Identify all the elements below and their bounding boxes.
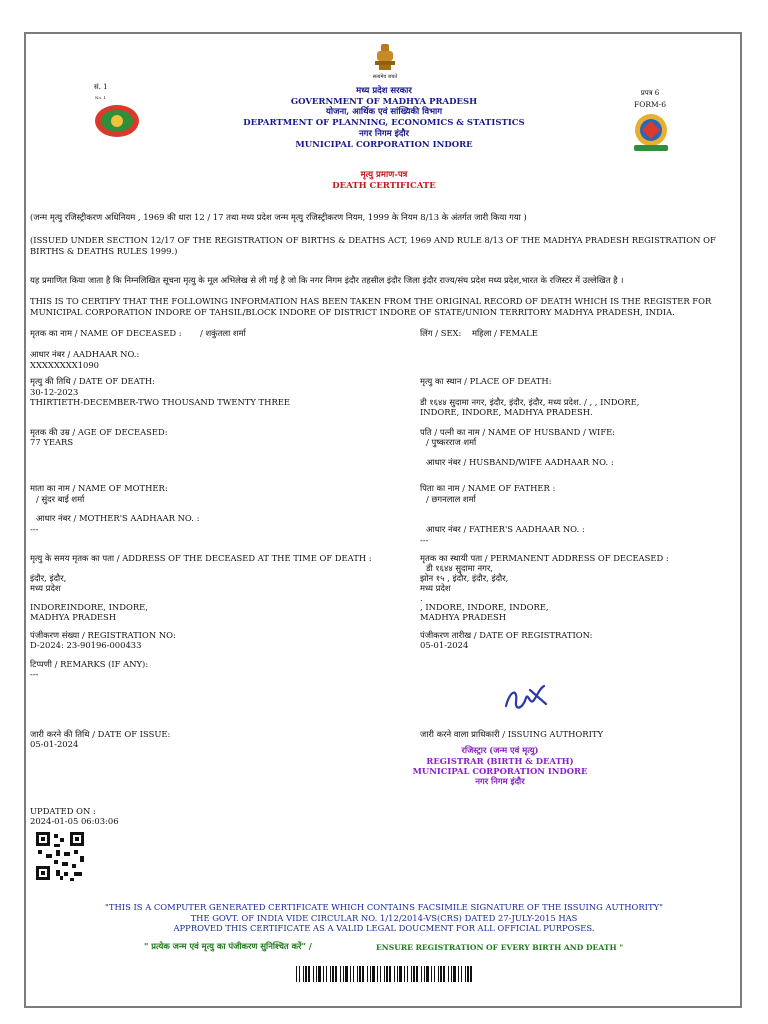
remarks-label: टिप्पणी / REMARKS (IF ANY): [30, 659, 149, 669]
address-at-death-label: मृत्यु के समय मृतक का पता / ADDRESS OF THE DECEASED AT THE TIME OF DEATH : [30, 553, 372, 563]
address-at-death-en-line2: MADHYA PRADESH [30, 612, 117, 622]
issuing-authority-label: जारी करने वाला प्राधिकारी / ISSUING AUTHORITY [420, 729, 604, 739]
issued-under-en: (ISSUED UNDER SECTION 12/17 OF THE REGISTRATION OF BIRTHS & DEATHS ACT, 1969 AND RULE 8/13 OF THE MADHYA PRADESH REGISTRATION OF BIRTHS & DEATHS RULES 1999.) [30, 235, 716, 256]
deceased-name-label: मृतक का नाम / NAME OF DECEASED : [30, 328, 182, 338]
address-at-death-en-line1: INDOREINDORE, INDORE, [30, 602, 148, 612]
barcode-icon [296, 966, 474, 982]
deceased-name-value: / शकुंतला शर्मा [200, 328, 246, 338]
dept-name-hi: योजना, आर्थिक एवं सांख्यिकी विभाग [325, 107, 443, 117]
date-of-death-words: THIRTIETH-DECEMBER-TWO THOUSAND TWENTY THREE [30, 397, 290, 407]
registration-date-value: 05-01-2024 [420, 640, 469, 650]
place-of-death-value-en: INDORE, INDORE, MADHYA PRADESH. [420, 407, 593, 417]
permanent-address-dot: . [420, 593, 423, 603]
mother-aadhaar-label: आधार नंबर / MOTHER'S AADHAAR NO. : [36, 513, 200, 523]
address-at-death-hi-line1: इंदौर, इंदौर, [30, 573, 67, 583]
certify-statement-hi: यह प्रमाणित किया जाता है कि निम्नलिखित सूचना मृत्यु के मूल अभिलेख से ली गई है जो कि नगर निगम इंदौर तहसील इंदौर जिला इंदौर राज्य/संघ प्रदेश मध्य प्रदेश,भारत के रजिस्टर में उल्लेखित है । [30, 275, 624, 285]
certificate-title-en: DEATH CERTIFICATE [332, 181, 436, 191]
mother-aadhaar-value: --- [30, 524, 39, 534]
father-aadhaar-label: आधार नंबर / FATHER'S AADHAAR NO. : [426, 524, 585, 534]
qr-code-icon [34, 830, 86, 882]
serial-number: सं. 1 [94, 83, 108, 91]
national-emblem-icon [372, 42, 398, 72]
corp-name-hi: नगर निगम इंदौर [358, 129, 410, 139]
circular-notice: THE GOVT. OF INDIA VIDE CIRCULAR NO. 1/12/2014-VS(CRS) DATED 27-JULY-2015 HAS [190, 913, 578, 923]
permanent-address-hi-line3: मध्य प्रदेश [420, 583, 451, 593]
emblem-motto: सत्यमेव जयते [372, 74, 398, 80]
valid-document-notice: APPROVED THIS CERTIFICATE AS A VALID LEGAL DOUCMENT FOR ALL OFFICIAL PURPOSES. [173, 923, 595, 933]
mp-govt-logo-icon [94, 104, 140, 138]
issued-under-hi: (जन्म मृत्यु रजिस्ट्रीकरण अधिनियम , 1969 की धारा 12 / 17 तथा मध्य प्रदेश जन्म मृत्यु रजिस्ट्रीकरण नियम, 1999 के नियम 8/13 के अंतर्गत जारी किया गया ) [30, 212, 527, 222]
dept-name-en: DEPARTMENT OF PLANNING, ECONOMICS & STATISTICS [243, 118, 525, 128]
registrar-corp-hi: नगर निगम इंदौर [475, 776, 525, 786]
date-of-death-value: 30-12-2023 [30, 387, 79, 397]
sex-label: लिंग / SEX: [420, 328, 462, 338]
updated-on-label: UPDATED ON : [30, 806, 96, 816]
registrar-corp-en: MUNICIPAL CORPORATION INDORE [412, 766, 588, 776]
registrar-title-hi: रजिस्ट्रार (जन्म एवं मृत्यु) [461, 745, 539, 755]
sex-value: महिला / FEMALE [472, 328, 538, 338]
slogan-hi: " प्रत्येक जन्म एवं मृत्यु का पंजीकरण सुनिश्चित करें" / [144, 941, 312, 951]
certificate-title-hi: मृत्यु प्रमाण-पत्र [360, 170, 408, 180]
place-of-death-label: मृत्यु का स्थान / PLACE OF DEATH: [420, 376, 552, 386]
age-value: 77 YEARS [30, 437, 74, 447]
signature-icon [500, 680, 552, 720]
govt-name-en: GOVERNMENT OF MADHYA PRADESH [290, 97, 478, 107]
permanent-address-hi-line2: झोन १५ , इंदौर, इंदौर, इंदौर, [420, 573, 509, 583]
mother-name-label: माता का नाम / NAME OF MOTHER: [30, 483, 168, 493]
registration-no-label: पंजीकरण संख्या / REGISTRATION NO: [30, 630, 176, 640]
father-aadhaar-value: --- [420, 535, 429, 545]
husband-wife-label: पति / पत्नी का नाम / NAME OF HUSBAND / WIFE: [420, 427, 616, 437]
permanent-address-hi-line1: डी १६४४ सुदामा नगर, [426, 563, 493, 573]
form-number-en: FORM-6 [634, 100, 666, 109]
age-label: मृतक की उम्र / AGE OF DECEASED: [30, 427, 168, 437]
certify-statement-en: THIS IS TO CERTIFY THAT THE FOLLOWING INFORMATION HAS BEEN TAKEN FROM THE ORIGINAL RECORD OF DEATH WHICH IS THE REGISTER FOR MUNICIPAL CORPORATION INDORE OF TAHSIL/BLOCK INDORE OF DISTRICT INDORE OF STATE/UNION TERRITORY MADHYA PRADESH, INDIA. [30, 296, 712, 317]
form-number-hi: प्रपत्र 6 [640, 89, 660, 97]
remarks-value: --- [30, 669, 39, 679]
issue-date-label: जारी करने की तिथि / DATE OF ISSUE: [30, 729, 171, 739]
permanent-address-en-line1: , INDORE, INDORE, INDORE, [420, 602, 549, 612]
slogan-en: ENSURE REGISTRATION OF EVERY BIRTH AND DEATH " [376, 943, 624, 952]
permanent-address-en-line2: MADHYA PRADESH [420, 612, 507, 622]
father-name-label: पिता का नाम / NAME OF FATHER : [420, 483, 556, 493]
corp-name-en: MUNICIPAL CORPORATION INDORE [295, 140, 473, 150]
issue-date-value: 05-01-2024 [30, 739, 79, 749]
date-of-death-label: मृत्यु की तिथि / DATE OF DEATH: [30, 376, 155, 386]
registration-no-value: D-2024: 23-90196-000433 [30, 640, 142, 650]
registrar-title-en: REGISTRAR (BIRTH & DEATH) [426, 756, 574, 766]
updated-on-value: 2024-01-05 06:03:06 [30, 816, 119, 826]
husband-wife-value: / पुष्करराज शर्मा [426, 437, 477, 447]
serial-number-sub: No. 1 [95, 95, 106, 100]
aadhaar-value: XXXXXXXX1090 [30, 360, 100, 370]
place-of-death-value-hi: डी १६४४ सुदामा नगर, इंदौर, इंदौर, इंदौर, मध्य प्रदेश. / , , INDORE, [420, 397, 640, 407]
mother-name-value: / सुंदर बाई शर्मा [36, 494, 85, 504]
computer-generated-notice: "THIS IS A COMPUTER GENERATED CERTIFICATE WHICH CONTAINS FACSIMILE SIGNATURE OF THE ISSUING AUTHORITY" [105, 902, 663, 912]
husband-wife-aadhaar-label: आधार नंबर / HUSBAND/WIFE AADHAAR NO. : [426, 457, 614, 467]
municipal-corporation-logo-icon [628, 112, 674, 152]
registration-date-label: पंजीकरण तारीख / DATE OF REGISTRATION: [420, 630, 593, 640]
father-name-value: / छगनलाल शर्मा [426, 494, 476, 504]
permanent-address-label: मृतक का स्थायी पता / PERMANENT ADDRESS OF DECEASED : [420, 553, 669, 563]
aadhaar-label: आधार नंबर / AADHAAR NO.: [30, 349, 140, 359]
address-at-death-hi-line2: मध्य प्रदेश [30, 583, 61, 593]
govt-name-hi: मध्य प्रदेश सरकार [356, 86, 412, 96]
